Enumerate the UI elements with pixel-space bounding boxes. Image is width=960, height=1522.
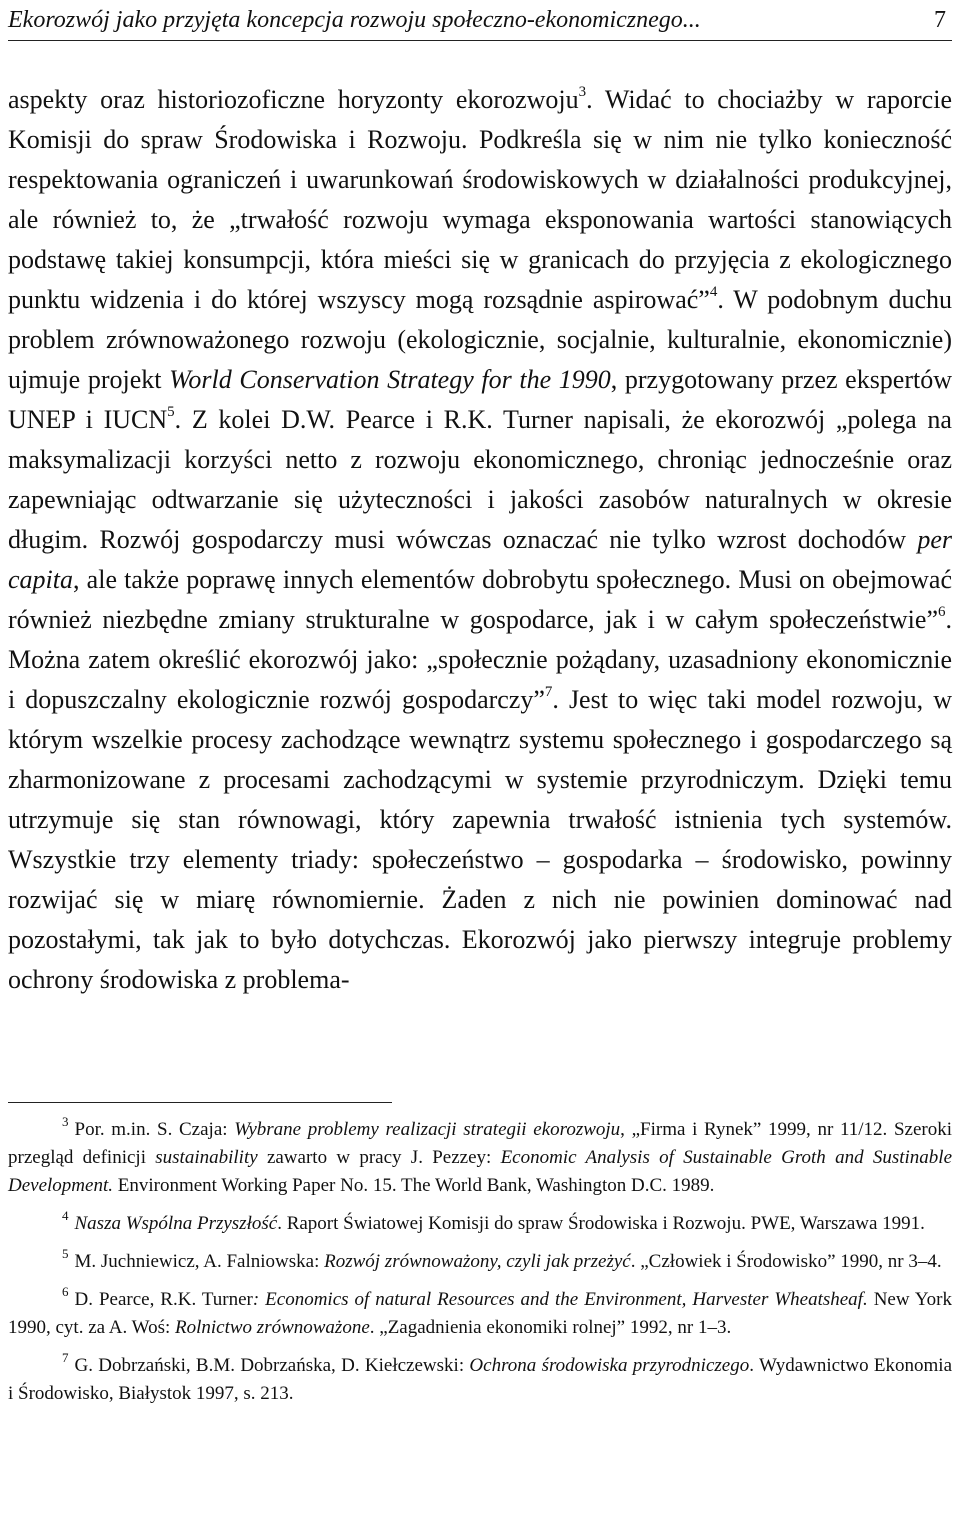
text-run: , ale także poprawę innych elementów dobrobytu społecznego. Musi on obejmować również niezbędne zmiany strukturalne w gospodarce, jak i w całym społeczeństwie”	[8, 565, 952, 634]
footnote-number: 4	[62, 1207, 69, 1223]
italic-title: Nasza Wspólna Przyszłość	[74, 1213, 278, 1234]
footnote-ref-7[interactable]: 7	[544, 684, 553, 701]
footnote-ref-3[interactable]: 3	[578, 84, 587, 101]
footnote-5	[8, 1245, 952, 1276]
footnote-number: 7	[62, 1349, 69, 1365]
page-number: 7	[934, 6, 946, 33]
footnotes	[8, 1113, 953, 1418]
italic-term: sustainability	[155, 1147, 258, 1168]
text-run: . Można zatem określić ekorozwój jako: „społecznie pożądany, uzasadniony ekonomicznie i dopuszczalny ekologicznie rozwój gospodarczy”	[8, 605, 952, 714]
footnote-7	[8, 1349, 953, 1408]
text-run: . W podobnym duchu problem zrównoważonego rozwoju (ekologicznie, socjalnie, kulturalnie, ekonomicznie) ujmuje projekt	[8, 285, 952, 394]
text-run: , przygotowany przez ekspertów UNEP i IUCN	[8, 365, 953, 434]
text-run: D. Pearce, R.K. Turner	[74, 1289, 253, 1310]
footnote-separator	[8, 1102, 392, 1103]
italic-title: Rozwój zrównoważony, czyli jak przeżyć	[324, 1251, 631, 1272]
text-run: aspekty oraz historiozoficzne horyzonty ekorozwoju	[8, 85, 579, 114]
footnote-number: 6	[62, 1283, 69, 1299]
text-run: zawarto w pracy J. Pezzey:	[257, 1147, 501, 1168]
footnote-ref-4[interactable]: 4	[709, 284, 718, 301]
text-run: . „Człowiek i Środowisko” 1990, nr 3–4.	[630, 1251, 942, 1272]
italic-title: Rolnictwo zrównoważone	[175, 1317, 370, 1338]
text-run: Environment Working Paper No. 15. The World Bank, Washington D.C. 1989.	[112, 1175, 715, 1196]
italic-term: per capita	[8, 525, 952, 594]
footnote-number: 3	[62, 1113, 69, 1129]
italic-title: : Economics of natural Resources and the Environment, Harvester Wheatsheaf.	[252, 1289, 868, 1310]
text-run: G. Dobrzański, B.M. Dobrzańska, D. Kiełczewski:	[74, 1355, 470, 1376]
italic-title: World Conservation Strategy for the 1990	[169, 365, 611, 394]
main-text	[8, 80, 952, 1000]
footnote-number: 5	[62, 1245, 69, 1261]
italic-title: Wybrane problemy realizacji strategii ekorozwoju	[234, 1119, 621, 1140]
body-paragraph	[8, 80, 952, 1000]
text-run: . Widać to chociażby w raporcie Komisji do spraw Środowiska i Rozwoju. Podkreśla się w nim nie tylko konieczność respektowania ograniczeń i uwarunkowań środowiskowych w działalności produkcyjnej, ale również to, że „trwałość rozwoju wymaga eksponowania wartości stanowiących podstawę takiej konsumpcji, która mieści się w granicach do przyjęcia z ekologicznego punktu widzenia i do której wszyscy mogą rozsądnie aspirować”	[8, 85, 952, 314]
italic-title: Economic Analysis of Sustainable Groth and Sustinable Development.	[8, 1147, 952, 1196]
footnote-4	[8, 1207, 952, 1238]
running-header	[8, 0, 952, 41]
footnote-3	[8, 1113, 953, 1200]
text-run: , „Firma i Rynek” 1999, nr 11/12. Szeroki przegląd definicji	[8, 1119, 953, 1168]
footnote-ref-5[interactable]: 5	[167, 404, 175, 421]
footnote-6	[8, 1283, 952, 1342]
text-run: . „Zagadnienia ekonomiki rolnej” 1992, nr 1–3.	[369, 1317, 732, 1338]
text-run: M. Juchniewicz, A. Falniowska:	[74, 1251, 325, 1272]
text-run: . Jest to więc taki model rozwoju, w którym wszelkie procesy zachodzące wewnątrz systemu społecznego i gospodarczego są zharmonizowane z procesami zachodzącymi w systemie przyrodniczym. Dzięki temu utrzymuje się stan równowagi, który zapewnia trwałość istnienia tych systemów. Wszystkie trzy elementy triady: społeczeństwo – gospodarka – środowisko, powinny rozwijać się w miarę równomiernie. Żaden z nich nie powinien dominować nad pozostałymi, tak jak to było dotychczas. Ekorozwój jako pierwszy integruje problemy ochrony środowiska z problema-	[8, 685, 952, 994]
italic-title: Ochrona środowiska przyrodniczego	[469, 1355, 750, 1376]
text-run: . Wydawnictwo Ekonomia i Środowisko, Białystok 1997, s. 213.	[8, 1355, 953, 1404]
text-run: New York 1990, cyt. za A. Woś:	[8, 1289, 952, 1338]
text-run: . Z kolei D.W. Pearce i R.K. Turner napisali, że ekorozwój „polega na maksymalizacji korzyści netto z rozwoju ekonomicznego, chroniąc jednocześnie oraz zapewniając odtwarzanie się użyteczności i jakości zasobów naturalnych w okresie długim. Rozwój gospodarczy musi wówczas oznaczać nie tylko wzrost dochodów	[8, 405, 952, 554]
footnote-ref-6[interactable]: 6	[938, 604, 946, 621]
text-run: Por. m.in. S. Czaja:	[74, 1119, 235, 1140]
header-title: Ekorozwój jako przyjęta koncepcja rozwoju społeczno-ekonomicznego...	[8, 6, 701, 33]
text-run: . Raport Światowej Komisji do spraw Środowiska i Rozwoju. PWE, Warszawa 1991.	[277, 1213, 925, 1234]
